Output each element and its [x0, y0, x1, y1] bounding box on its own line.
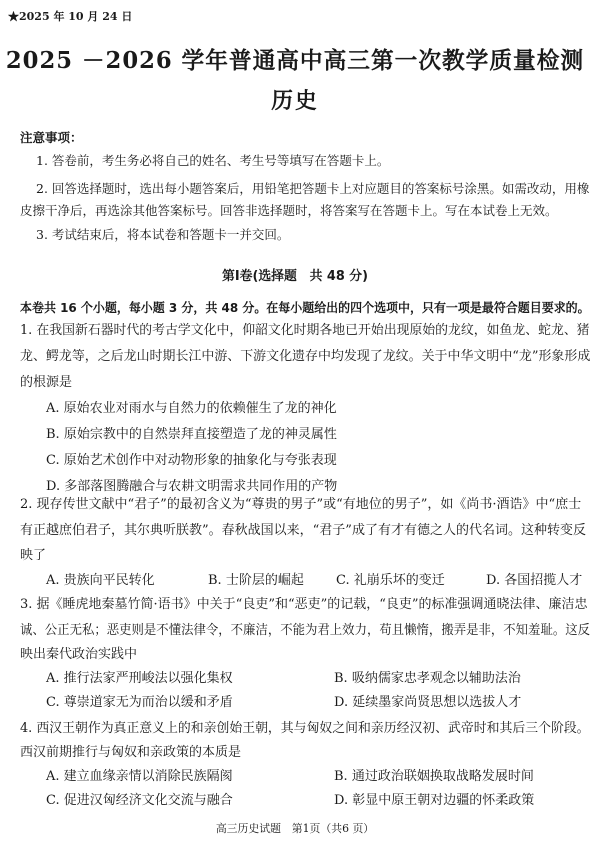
exam-title: 2025 －2026 学年普通高中高三第一次教学质量检测 — [5, 47, 585, 74]
question-4-option-a: A. 建立血缘亲情以消除民族隔阂 — [46, 769, 233, 784]
exam-subject: 历史 — [271, 88, 319, 114]
question-2-line: 映了 — [20, 548, 47, 563]
question-4-option-c: C. 促进汉匈经济文化交流与融合 — [46, 793, 233, 808]
question-1-line: 的根源是 — [20, 375, 73, 390]
question-1-line: 1. 在我国新石器时代的考古学文化中，仰韶文化时期各地已开始出现原始的龙纹，如鱼龙、蛇龙、猪 — [20, 323, 590, 338]
question-4-option-d: D. 彰显中原王朝对边疆的怀柔政策 — [334, 793, 535, 808]
question-3-line: 诚、公正无私；恶吏则是不懂法律令，不廉洁，不能为君上效力，苟且懒惰，搬弄是非，不知羞耻。这反 — [20, 623, 591, 638]
notice-item: 皮擦干净后，再选涂其他答案标号。回答非选择题时，将答案写在答题卡上。写在本试卷上无效。 — [20, 203, 558, 218]
notice-item: 2. 回答选择题时，选出每小题答案后，用铅笔把答题卡上对应题目的答案标号涂黑。如需改动，用橡 — [36, 181, 590, 196]
question-2-option-d: D. 各国招揽人才 — [486, 573, 583, 588]
question-3-option-d: D. 延续墨家尚贤思想以选拔人才 — [334, 695, 522, 710]
question-1-option-a: A. 原始农业对雨水与自然力的依赖催生了龙的神化 — [46, 401, 337, 416]
question-4-option-b: B. 通过政治联姻换取战略发展时间 — [334, 769, 534, 784]
question-1-option-d: D. 多部落图腾融合与农耕文明需求共同作用的产物 — [46, 479, 338, 494]
notice-item: 1. 答卷前，考生务必将自己的姓名、考生号等填写在答题卡上。 — [36, 153, 390, 168]
question-2-line: 2. 现存传世文献中“君子”的最初含义为“尊贵的男子”或“有地位的男子”，如《尚书·酒诰》中“庶士 — [20, 497, 582, 512]
question-3-option-c: C. 尊崇道家无为而治以缓和矛盾 — [46, 695, 233, 710]
notice-heading: 注意事项： — [20, 130, 83, 145]
question-3-option-b: B. 吸纳儒家忠孝观念以辅助法治 — [334, 671, 521, 686]
question-2-option-b: B. 士阶层的崛起 — [208, 573, 304, 588]
question-4-line: 4. 西汉王朝作为真正意义上的和亲创始王朝，其与匈奴之间和亲历经汉初、武帝时和其后三个阶段。 — [20, 721, 590, 736]
page-footer: 高三历史试题 第1页（共6 页） — [215, 822, 375, 835]
question-3-line: 3. 据《睡虎地秦墓竹简·语书》中关于“良吏”和“恶吏”的记载，“良吏”的标准强调通晓法律、廉洁忠 — [20, 597, 588, 612]
section-title: 第Ⅰ卷(选择题 共 48 分) — [222, 269, 368, 284]
section-instruction: 本卷共 16 个小题，每小题 3 分，共 48 分。在每小题给出的四个选项中，只有一项是最符合题目要求的。 — [20, 300, 590, 315]
question-1-option-c: C. 原始艺术创作中对动物形象的抽象化与夸张表现 — [46, 453, 337, 468]
exam-date: ★2025 年 10 月 24 日 — [8, 10, 133, 23]
question-1-option-b: B. 原始宗教中的自然崇拜直接塑造了龙的神灵属性 — [46, 427, 337, 442]
question-1-line: 龙、鳄龙等，之后龙山时期长江中游、下游文化遗存中均发现了龙纹。关于中华文明中“龙”形象形成 — [20, 349, 591, 364]
question-2-option-a: A. 贵族向平民转化 — [46, 573, 155, 588]
question-3-line: 映出秦代政治实践中 — [20, 647, 138, 662]
notice-item: 3. 考试结束后，将本试卷和答题卡一并交回。 — [36, 227, 290, 242]
question-2-option-c: C. 礼崩乐坏的变迁 — [336, 573, 445, 588]
question-2-line: 有正越庶伯君子，其尔典听朕教”。春秋战国以来，“君子”成了有才有德之人的代名词。这种转变反 — [20, 523, 586, 538]
question-3-option-a: A. 推行法家严刑峻法以强化集权 — [46, 671, 233, 686]
question-4-line: 西汉前期推行与匈奴和亲政策的本质是 — [20, 745, 242, 760]
